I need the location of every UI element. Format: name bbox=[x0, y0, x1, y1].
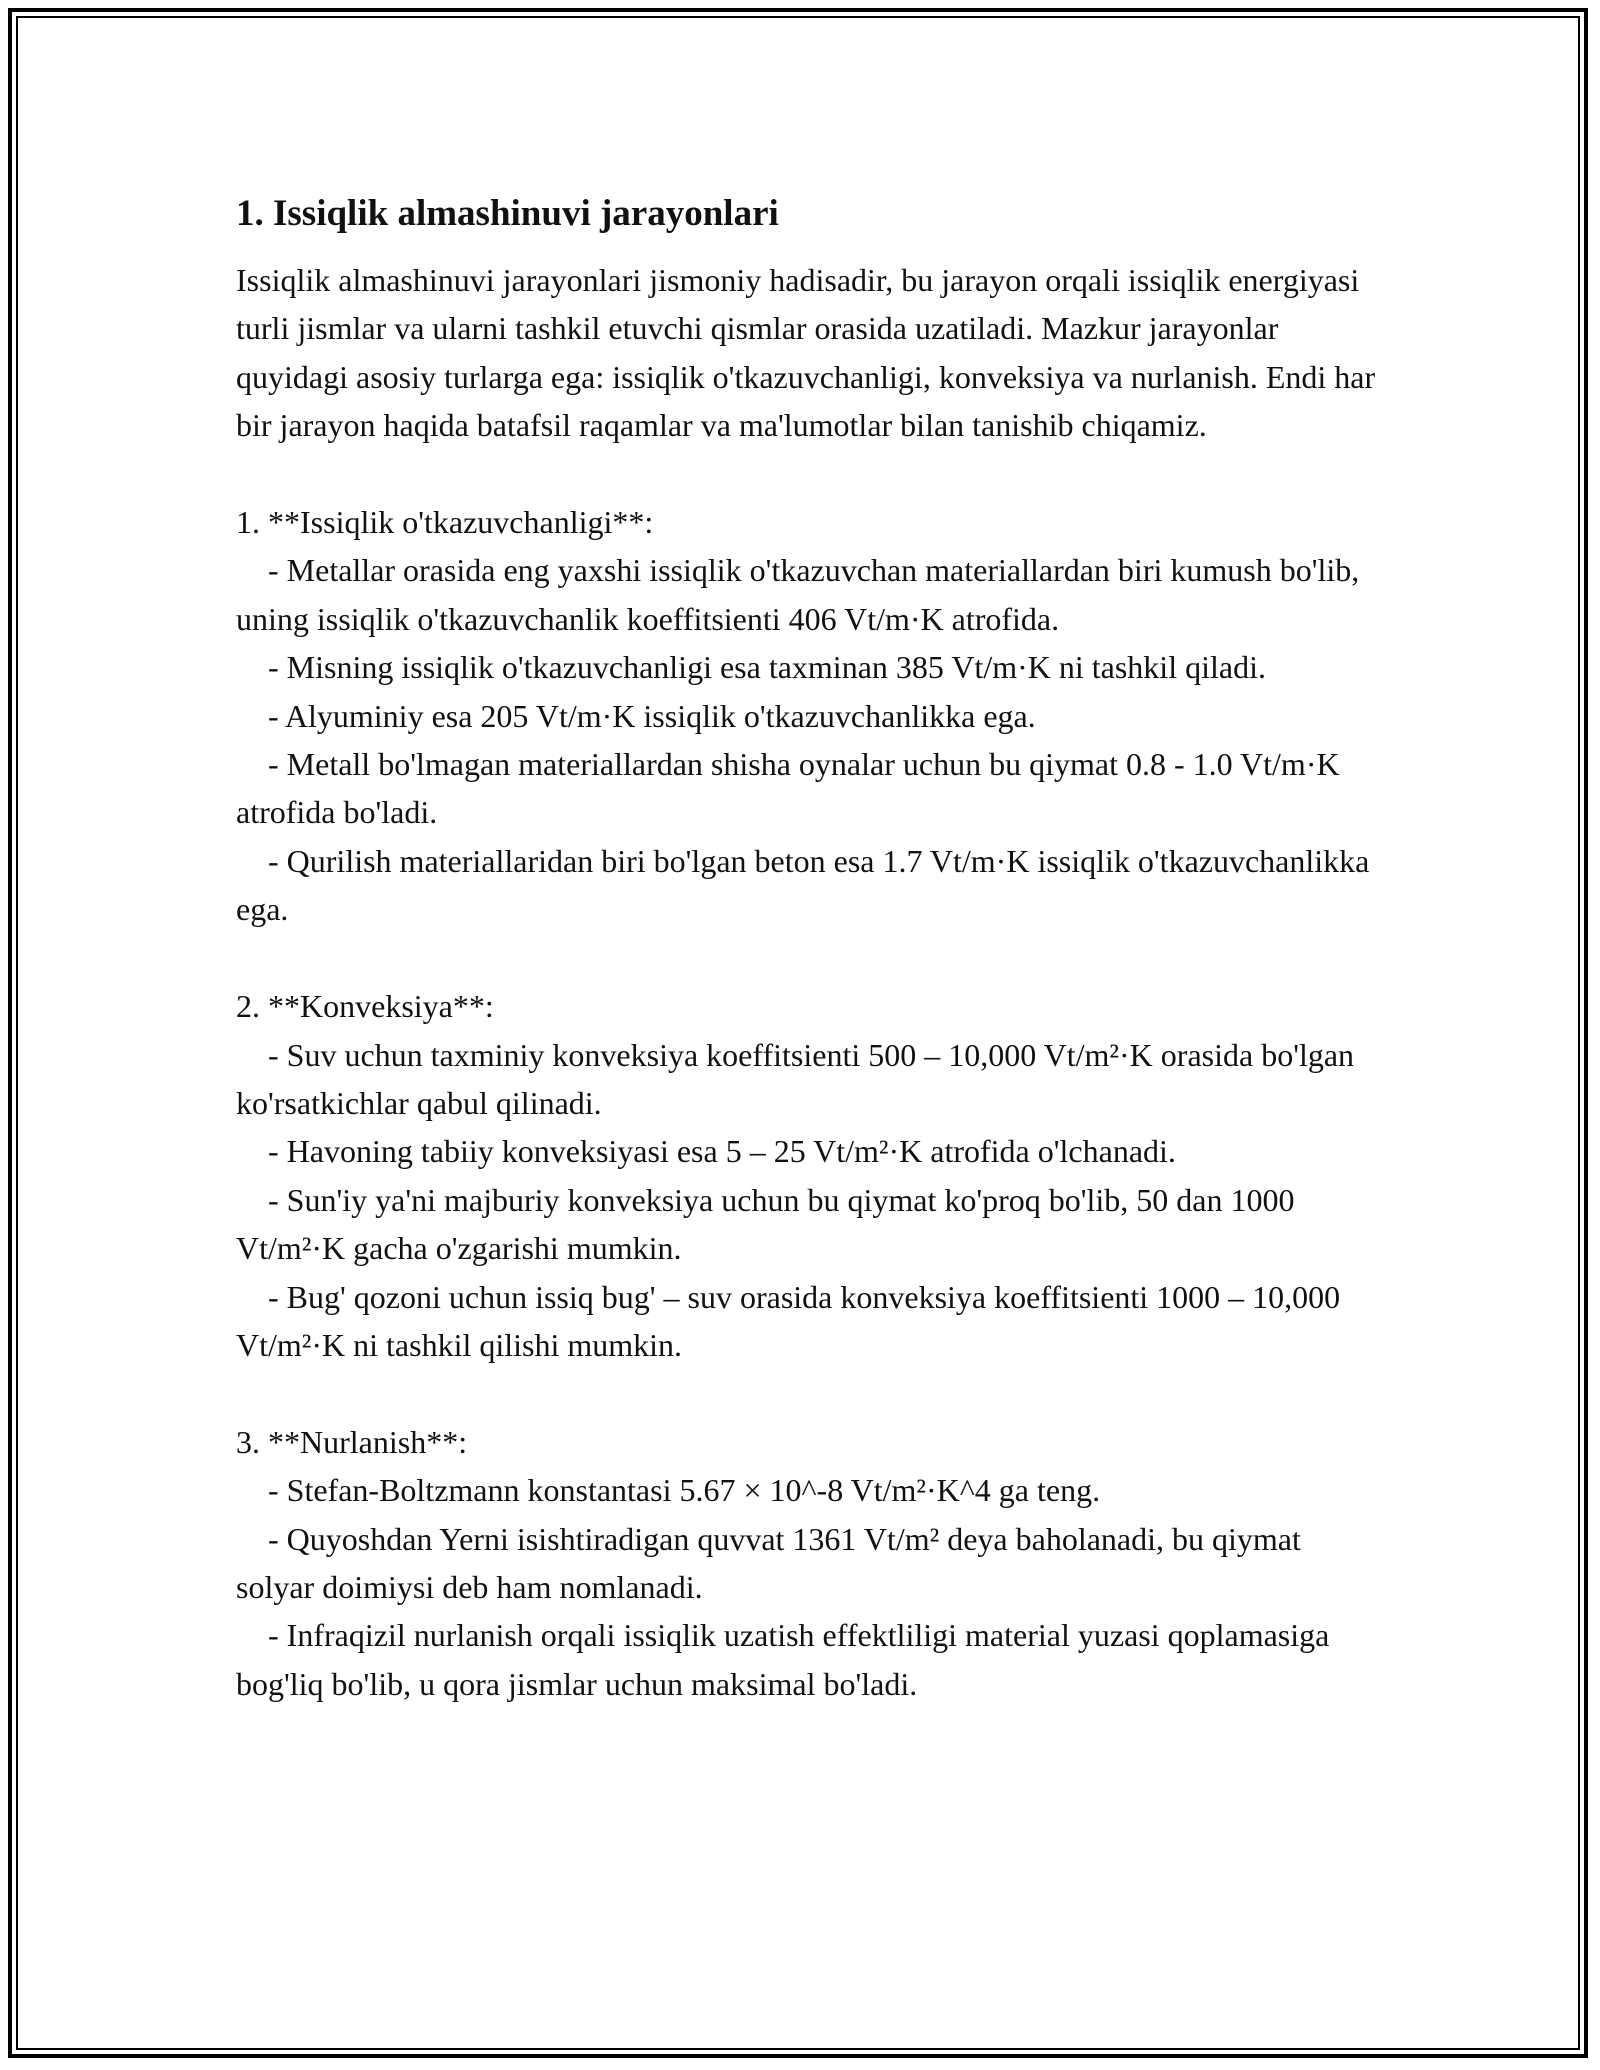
document-body: Issiqlik almashinuvi jarayonlari jismoniy hadisadir, bu jarayon orqali issiqlik energiyasi turli jismlar va ularni tashkil etuvchi qismlar orasida uzatiladi. Mazkur jarayonlar quyidagi asosiy turlarga ega: issiqlik o'tkazuvchanligi, konveksiya va nurlanish. Endi har bir jarayon haqida batafsil raqamlar va ma'lumotlar bilan tanishib chiqamiz. 1. **Issiqlik o'tkazuvchanligi**: - Metallar orasida eng yaxshi issiqlik o'tkazuvchan materiallardan biri kumush bo'lib, uning issiqlik o'tkazuvchanlik koeffitsienti 406 Vt/m·K atrofida. - Misning issiqlik o'tkazuvchanligi esa taxminan 385 Vt/m·K ni tashkil qiladi. - Alyuminiy esa 205 Vt/m·K issiqlik o'tkazuvchanlikka ega. - Metall bo'lmagan materiallardan shisha oynalar uchun bu qiymat 0.8 - 1.0 Vt/m·K atrofida bo'ladi. - Qurilish materiallaridan biri bo'lgan beton esa 1.7 Vt/m·K issiqlik o'tkazuvchanlikka ega. 2. **Konveksiya**: - Suv uchun taxminiy konveksiya koeffitsienti 500 – 10,000 Vt/m²·K orasida bo'lgan ko'rsatkichlar qabul qilinadi. - Havoning tabiiy konveksiyasi esa 5 – 25 Vt/m²·K atrofida o'lchanadi. - Sun'iy ya'ni majburiy konveksiya uchun bu qiymat ko'proq bo'lib, 50 dan 1000 Vt/m²·K gacha o'zgarishi mumkin. - Bug' qozoni uchun issiq bug' – suv orasida konveksiya koeffitsienti 1000 – 10,000 Vt/m²·K ni tashkil qilishi mumkin. 3. **Nurlanish**: - Stefan-Boltzmann konstantasi 5.67 × 10^-8 Vt/m²·K^4 ga teng. - Quyoshdan Yerni isishtiradigan quvvat 1361 Vt/m² deya baholanadi, bu qiymat solyar doimiysi deb ham nomlanadi. - Infraqizil nurlanish orqali issiqlik uzatish effektliligi material yuzasi qoplamasiga bog'liq bo'lib, u qora jismlar uchun maksimal bo'ladi. bbox=[236, 262, 1376, 1702]
document-content bbox=[236, 186, 1386, 1708]
document-title: 1. Issiqlik almashinuvi jarayonlari bbox=[236, 193, 779, 234]
